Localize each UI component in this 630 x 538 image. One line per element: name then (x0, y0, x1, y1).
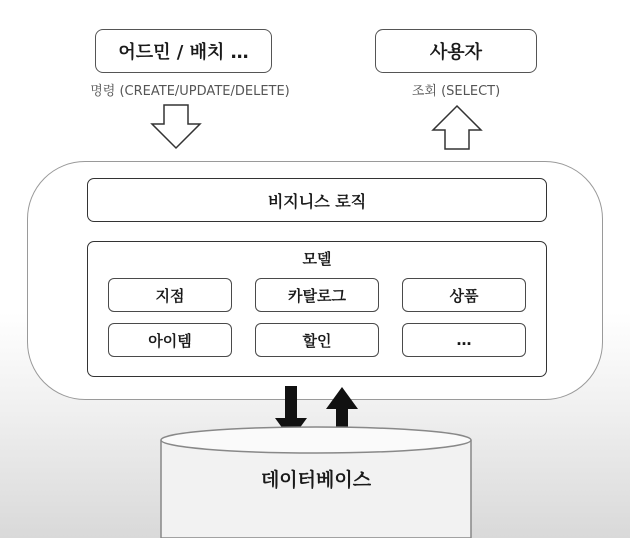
module-label: 카탈로그 (288, 286, 346, 305)
query-caption: 조회 (SELECT) (411, 84, 501, 99)
admin-batch-box (95, 29, 272, 73)
module-branch (108, 278, 232, 312)
admin-batch-label: 어드민 / 배치 … (118, 42, 249, 63)
database-label: 데이터베이스 (260, 468, 372, 491)
model-title: 모델 (302, 250, 332, 268)
command-down-arrow-icon (150, 104, 202, 150)
business-logic-label: 비지니스 로직 (267, 191, 367, 211)
module-more (402, 323, 526, 357)
module-label: 상품 (449, 286, 479, 305)
business-logic-box (87, 178, 547, 222)
module-product (402, 278, 526, 312)
user-label: 사용자 (429, 42, 483, 63)
command-caption: 명령 (CREATE/UPDATE/DELETE) (90, 84, 290, 99)
module-label: … (456, 331, 472, 349)
module-catalog (255, 278, 379, 312)
module-label: 할인 (302, 331, 332, 350)
module-label: 지점 (155, 286, 185, 305)
module-item (108, 323, 232, 357)
module-label: 아이템 (148, 331, 192, 350)
user-box (375, 29, 537, 73)
module-discount (255, 323, 379, 357)
query-up-arrow-icon (431, 104, 483, 150)
